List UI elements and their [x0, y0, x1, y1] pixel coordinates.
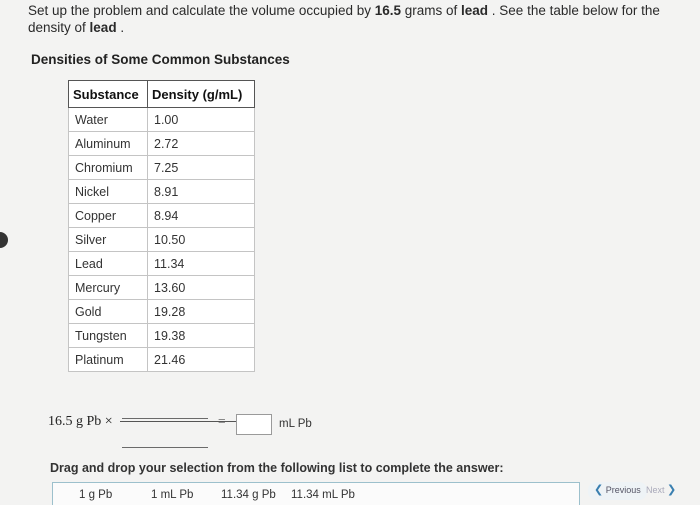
substance-cell: Aluminum — [69, 132, 148, 156]
table-row — [69, 348, 255, 372]
substance-cell: Water — [69, 108, 148, 132]
chevron-left-icon: ❮ — [594, 484, 604, 496]
table-row — [69, 300, 255, 324]
previous-button[interactable] — [588, 482, 647, 500]
option-chip[interactable]: 1 g Pb — [79, 489, 113, 501]
numerator-drop-slot[interactable] — [122, 406, 208, 419]
given-quantity: 16.5 g Pb × — [48, 414, 113, 429]
option-chip[interactable]: 11.34 g Pb — [221, 489, 276, 501]
table-row — [69, 108, 255, 132]
answer-unit: mL Pb — [279, 418, 312, 430]
substance-cell: Silver — [69, 228, 148, 252]
side-panel-tab[interactable] — [0, 232, 8, 248]
table-row — [69, 204, 255, 228]
question-text — [28, 2, 698, 36]
density-cell: 19.28 — [148, 300, 255, 324]
question-mass: 16.5 — [374, 3, 401, 18]
density-cell: 8.91 — [148, 180, 255, 204]
option-chip[interactable]: 1 mL Pb — [151, 489, 194, 501]
next-label: Next — [646, 485, 665, 495]
substance-cell: Gold — [69, 300, 148, 324]
denominator-drop-slot[interactable] — [122, 435, 208, 448]
table-row — [69, 252, 255, 276]
densities-table — [68, 80, 255, 372]
table-header-row — [69, 81, 255, 108]
option-chip[interactable]: 11.34 mL Pb — [291, 489, 355, 501]
density-cell: 19.38 — [148, 324, 255, 348]
header-density: Density (g/mL) — [148, 81, 255, 108]
density-cell: 21.46 — [148, 348, 255, 372]
substance-cell: Nickel — [69, 180, 148, 204]
next-button[interactable] — [640, 482, 682, 500]
substance-cell: Tungsten — [69, 324, 148, 348]
answer-bank — [52, 482, 580, 505]
header-substance: Substance — [69, 81, 148, 108]
density-cell: 11.34 — [148, 252, 255, 276]
question-part1: Set up the problem and calculate the volume occupied by — [28, 3, 375, 18]
substance-cell: Chromium — [69, 156, 148, 180]
table-heading: Densities of Some Common Substances — [31, 52, 290, 67]
density-cell: 10.50 — [148, 228, 255, 252]
question-part3: . See the table below for the density of — [28, 3, 660, 35]
table-row — [69, 132, 255, 156]
answer-input[interactable] — [236, 414, 272, 435]
density-cell: 8.94 — [148, 204, 255, 228]
density-cell: 7.25 — [148, 156, 255, 180]
table-row — [69, 324, 255, 348]
question-part4: . — [116, 20, 125, 35]
previous-label: Previous — [605, 485, 641, 495]
question-part2: grams of — [401, 3, 462, 18]
table-row — [69, 276, 255, 300]
equals-sign: = — [218, 413, 226, 428]
density-cell: 1.00 — [148, 108, 255, 132]
table-row — [69, 228, 255, 252]
substance-cell: Mercury — [69, 276, 148, 300]
table-row — [69, 180, 255, 204]
equation-area — [48, 404, 408, 444]
substance-cell: Copper — [69, 204, 148, 228]
question-substance2: lead — [89, 20, 117, 35]
chevron-right-icon: ❯ — [667, 484, 677, 496]
density-cell: 13.60 — [148, 276, 255, 300]
question-substance: lead — [461, 3, 489, 18]
drag-instructions: Drag and drop your selection from the following list to complete the answer: — [50, 461, 504, 475]
substance-cell: Platinum — [69, 348, 148, 372]
table-row — [69, 156, 255, 180]
substance-cell: Lead — [69, 252, 148, 276]
density-cell: 2.72 — [148, 132, 255, 156]
